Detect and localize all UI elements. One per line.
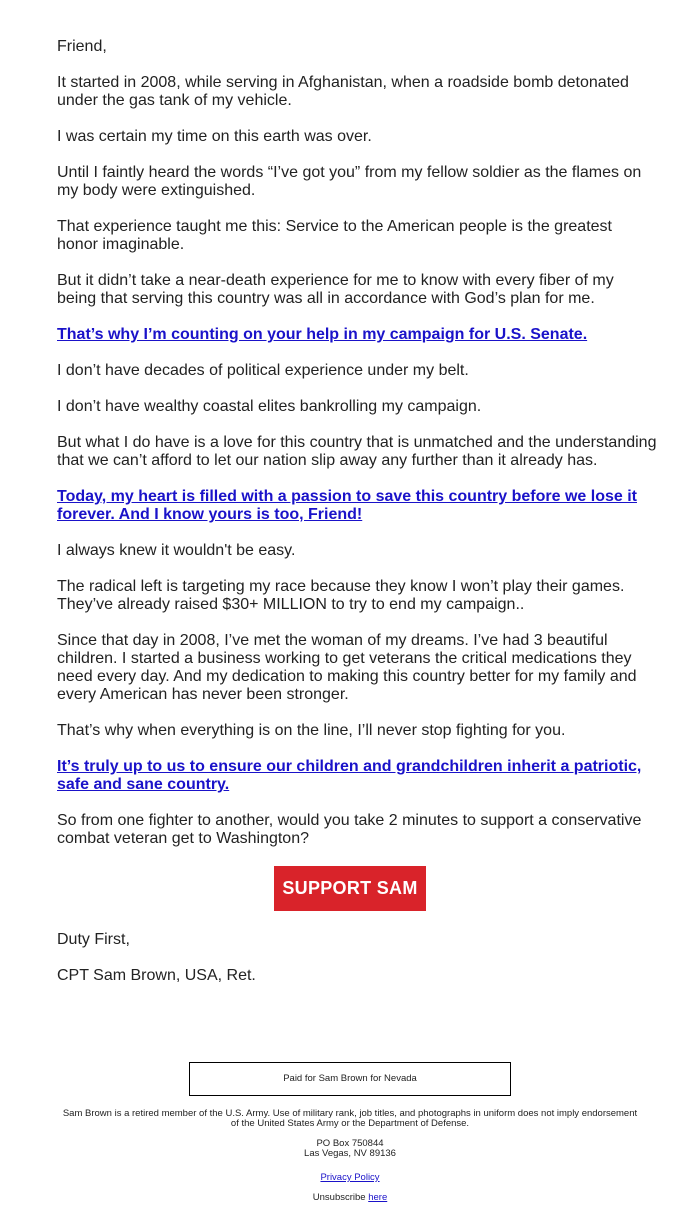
paragraph: Since that day in 2008, I’ve met the woman of my dreams. I’ve had 3 beautiful children. I started a business working to get veterans the critical medications they need every day. And my dedication to making this country better for my family and every American has never been stronger.: [57, 632, 637, 703]
support-sam-button[interactable]: SUPPORT SAM: [274, 866, 426, 911]
address-line: PO Box 750844: [316, 1138, 384, 1149]
email-body: [57, 38, 657, 1003]
mailing-address: [60, 1139, 640, 1159]
address-line: Las Vegas, NV 89136: [304, 1148, 396, 1159]
paragraph: But what I do have is a love for this country that is unmatched and the understanding that we can’t afford to let our nation slip away any further than it already has.: [57, 434, 657, 469]
unsubscribe-text: Unsubscribe: [312, 1192, 369, 1203]
paragraph: That’s why when everything is on the line, I’ll never stop fighting for you.: [57, 722, 566, 739]
paragraph: It started in 2008, while serving in Afghanistan, when a roadside bomb detonated under the gas tank of my vehicle.: [57, 74, 629, 109]
senate-campaign-link[interactable]: That’s why I’m counting on your help in my campaign for U.S. Senate.: [57, 326, 588, 343]
paragraph: So from one fighter to another, would you take 2 minutes to support a conservative combat veteran get to Washington?: [57, 812, 642, 847]
signature: CPT Sam Brown, USA, Ret.: [57, 967, 256, 984]
greeting: Friend,: [57, 38, 107, 55]
paragraph: But it didn’t take a near-death experience for me to know with every fiber of my being that serving this country was all in accordance with God’s plan for me.: [57, 272, 614, 307]
privacy-row: [60, 1173, 640, 1183]
link-paragraph: [57, 758, 657, 794]
paragraph: I don’t have wealthy coastal elites bankrolling my campaign.: [57, 398, 482, 415]
link-paragraph: [57, 326, 657, 344]
save-country-link[interactable]: Today, my heart is filled with a passion to save this country before we lose it forever. And I know yours is too, Friend!: [57, 488, 637, 523]
paragraph: I don’t have decades of political experience under my belt.: [57, 362, 469, 379]
paid-for-disclaimer-box: Paid for Sam Brown for Nevada: [189, 1062, 511, 1096]
cta-container: [57, 866, 657, 911]
paragraph: I always knew it wouldn't be easy.: [57, 542, 296, 559]
signoff: Duty First,: [57, 931, 130, 948]
link-paragraph: [57, 488, 657, 524]
footer: [60, 1109, 640, 1203]
unsubscribe-row: [60, 1193, 640, 1203]
paragraph: The radical left is targeting my race because they know I won’t play their games. They’ve already raised $30+ MILLION to try to end my campaign..: [57, 578, 625, 613]
paragraph: I was certain my time on this earth was over.: [57, 128, 372, 145]
paragraph: Until I faintly heard the words “I’ve got you” from my fellow soldier as the flames on my body were extinguished.: [57, 164, 642, 199]
paragraph: That experience taught me this: Service to the American people is the greatest honor imaginable.: [57, 218, 612, 253]
unsubscribe-link[interactable]: here: [368, 1192, 388, 1203]
military-disclaimer: Sam Brown is a retired member of the U.S. Army. Use of military rank, job titles, and photographs in uniform does not imply endorsement of the United States Army or the Department of Defense.: [62, 1108, 638, 1129]
privacy-policy-link[interactable]: Privacy Policy: [320, 1172, 380, 1183]
patriotic-country-link[interactable]: It’s truly up to us to ensure our children and grandchildren inherit a patriotic, safe and sane country.: [57, 758, 642, 793]
